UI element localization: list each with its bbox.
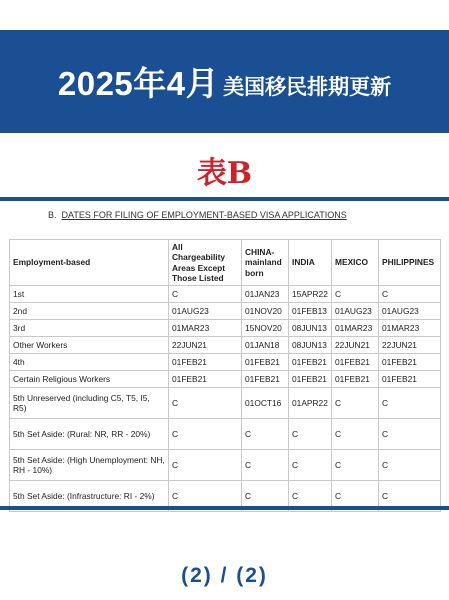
cell-philippines: C — [379, 286, 441, 303]
section-heading — [48, 210, 347, 220]
cell-mexico: C — [332, 481, 379, 512]
cell-mexico: 22JUN21 — [332, 337, 379, 354]
cell-mexico: 01FEB21 — [332, 354, 379, 371]
cell-philippines: 01FEB21 — [379, 354, 441, 371]
cell-china: 01JAN23 — [242, 286, 289, 303]
row-category: Certain Religious Workers — [10, 371, 169, 388]
row-category: 3rd — [10, 320, 169, 337]
table-row — [10, 371, 441, 388]
cell-india: 01FEB21 — [289, 371, 332, 388]
row-category: 4th — [10, 354, 169, 371]
cell-all-chargeability: C — [169, 286, 242, 303]
cell-philippines: 22JUN21 — [379, 337, 441, 354]
header-philippines: PHILIPPINES — [379, 240, 441, 286]
table-subtitle: 表B — [196, 156, 253, 191]
cell-all-chargeability: C — [169, 419, 242, 450]
cell-all-chargeability: 01MAR23 — [169, 320, 242, 337]
cell-china: 01OCT16 — [242, 388, 289, 419]
cell-all-chargeability: C — [169, 388, 242, 419]
cell-all-chargeability: C — [169, 450, 242, 481]
header-mexico: MEXICO — [332, 240, 379, 286]
cell-mexico: 01AUG23 — [332, 303, 379, 320]
section-title: DATES FOR FILING OF EMPLOYMENT-BASED VISA APPLICATIONS — [61, 210, 347, 220]
cell-china: C — [242, 450, 289, 481]
row-category: 5th Unreserved (including C5, T5, I5, R5) — [10, 388, 169, 419]
cell-philippines: C — [379, 388, 441, 419]
cell-all-chargeability: 01FEB21 — [169, 371, 242, 388]
table-row — [10, 388, 441, 419]
table-row — [10, 286, 441, 303]
cell-india: C — [289, 481, 332, 512]
divider-bottom — [0, 506, 449, 510]
cell-india: 15APR22 — [289, 286, 332, 303]
cell-philippines: C — [379, 481, 441, 512]
cell-mexico: 01MAR23 — [332, 320, 379, 337]
cell-china: C — [242, 481, 289, 512]
header-india: INDIA — [289, 240, 332, 286]
header-china: CHINA-mainland born — [242, 240, 289, 286]
table-row — [10, 303, 441, 320]
cell-india: 01FEB13 — [289, 303, 332, 320]
cell-mexico: C — [332, 286, 379, 303]
cell-china: 01FEB21 — [242, 371, 289, 388]
cell-mexico: 01FEB21 — [332, 371, 379, 388]
cell-all-chargeability: C — [169, 481, 242, 512]
title-date: 2025年4月 — [57, 65, 220, 102]
cell-mexico: C — [332, 388, 379, 419]
row-category: 5th Set Aside: (Rural: NR, RR - 20%) — [10, 419, 169, 450]
cell-china: 01FEB21 — [242, 354, 289, 371]
cell-india: C — [289, 450, 332, 481]
cell-philippines: C — [379, 450, 441, 481]
cell-philippines: 01AUG23 — [379, 303, 441, 320]
table-row — [10, 320, 441, 337]
table-row — [10, 337, 441, 354]
title-banner — [0, 30, 449, 133]
cell-china: 15NOV20 — [242, 320, 289, 337]
cell-china: 01JAN18 — [242, 337, 289, 354]
row-category: 2nd — [10, 303, 169, 320]
table-header-row — [10, 240, 441, 286]
cell-india: 01APR22 — [289, 388, 332, 419]
cell-india: 08JUN13 — [289, 337, 332, 354]
table-row — [10, 419, 441, 450]
row-category: 5th Set Aside: (High Unemployment: NH, RH - 10%) — [10, 450, 169, 481]
cell-all-chargeability: 01FEB21 — [169, 354, 242, 371]
header-category: Employment-based — [10, 240, 169, 286]
table-row — [10, 450, 441, 481]
cell-mexico: C — [332, 419, 379, 450]
cell-philippines: 01MAR23 — [379, 320, 441, 337]
page-indicator: (2) / (2) — [181, 564, 268, 587]
section-letter: B. — [48, 210, 57, 220]
header-all-chargeability: All Chargeability Areas Except Those Listed — [169, 240, 242, 286]
cell-all-chargeability: 01AUG23 — [169, 303, 242, 320]
row-category: 1st — [10, 286, 169, 303]
cell-india: C — [289, 419, 332, 450]
cell-philippines: 01FEB21 — [379, 371, 441, 388]
cell-india: 08JUN13 — [289, 320, 332, 337]
cell-mexico: C — [332, 450, 379, 481]
divider-top — [0, 197, 449, 201]
cell-china: C — [242, 419, 289, 450]
row-category: 5th Set Aside: (Infrastructure: RI - 2%) — [10, 481, 169, 512]
title-topic: 美国移民排期更新 — [223, 75, 392, 99]
visa-bulletin-table — [9, 239, 441, 512]
row-category: Other Workers — [10, 337, 169, 354]
table-row — [10, 354, 441, 371]
cell-india: 01FEB21 — [289, 354, 332, 371]
cell-all-chargeability: 22JUN21 — [169, 337, 242, 354]
cell-philippines: C — [379, 419, 441, 450]
cell-china: 01NOV20 — [242, 303, 289, 320]
